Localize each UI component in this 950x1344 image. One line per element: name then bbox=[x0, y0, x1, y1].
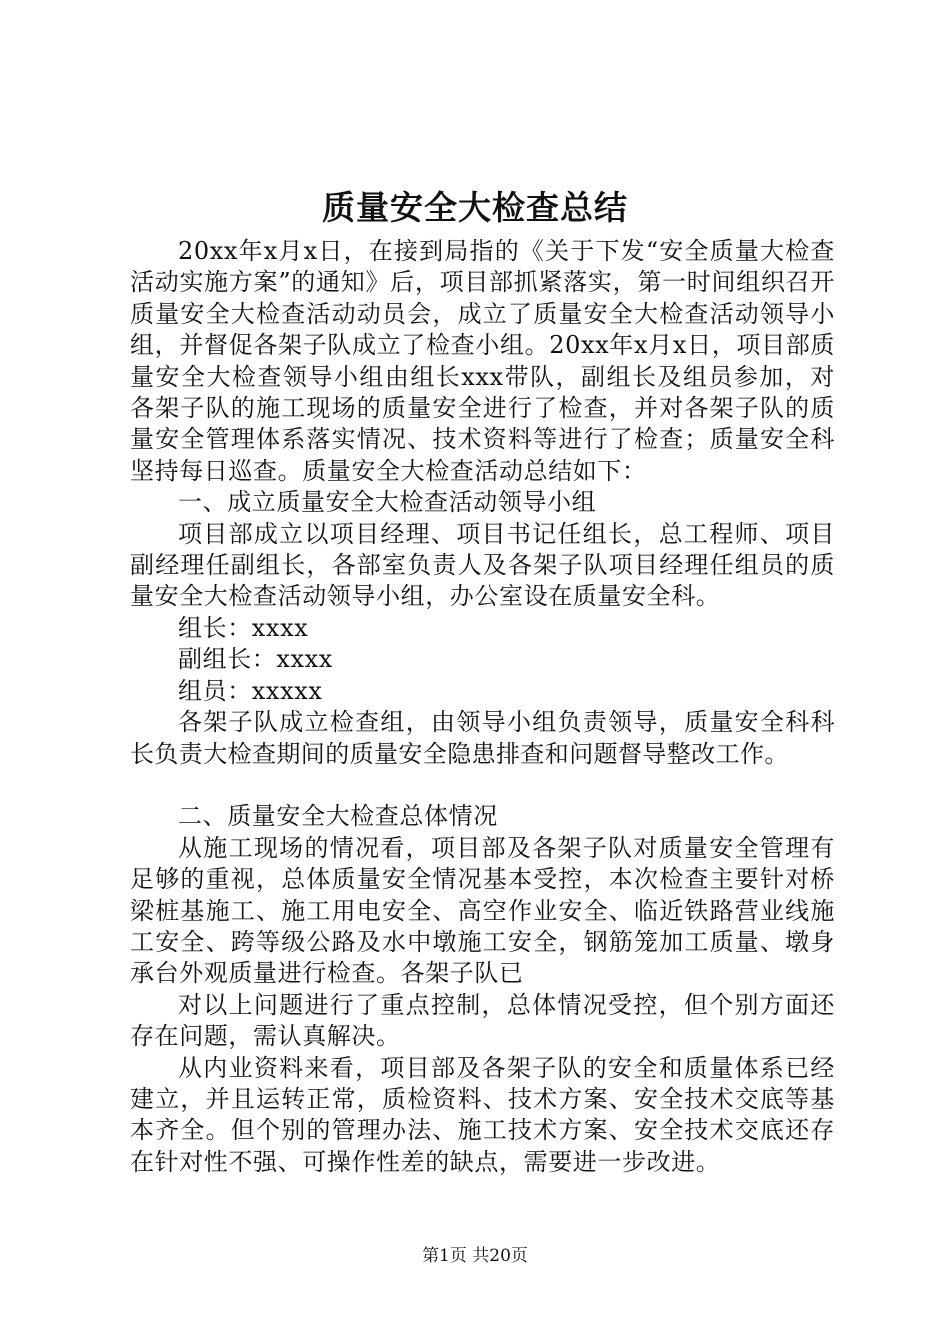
paragraph-spacer bbox=[130, 770, 835, 801]
section-heading-1: 一、成立质量安全大检查活动领导小组 bbox=[178, 488, 597, 517]
control-paragraph: 对以上问题进行了重点控制，总体情况受控，但个别方面还存在问题，需认真解决。 bbox=[130, 990, 835, 1051]
page-footer: 第1页 共20页 bbox=[422, 1246, 528, 1266]
site-situation-paragraph: 从施工现场的情况看，项目部及各架子队对质量安全管理有足够的重视，总体质量安全情况基本受控，本次检查主要针对桥梁桩基施工、施工用电安全、高空作业安全、临近铁路营业线施工安全、跨等级公路及水中墩施工安全，钢筋笼加工质量、墩身承台外观质量进行检查。各架子队已 bbox=[130, 833, 835, 988]
deputy-leader-line: 副组长：xxxx bbox=[178, 645, 333, 674]
document-title: 质量安全大检查总结 bbox=[322, 188, 628, 227]
section-heading-2: 二、质量安全大检查总体情况 bbox=[178, 802, 498, 831]
leadership-paragraph: 项目部成立以项目经理、项目书记任组长，总工程师、项目副经理任副组长，各部室负责人及各架子队项目经理任组员的质量安全大检查活动领导小组，办公室设在质量安全科。 bbox=[130, 519, 835, 611]
internal-data-paragraph: 从内业资料来看，项目部及各架子队的安全和质量体系已经建立，并且运转正常，质检资料、技术方案、安全技术交底等基本齐全。但个别的管理办法、施工技术方案、安全技术交底还存在针对性不强、可操作性差的缺点，需要进一步改进。 bbox=[130, 1053, 835, 1176]
inspection-group-paragraph: 各架子队成立检查组，由领导小组负责领导，质量安全科科长负责大检查期间的质量安全隐患排查和问题督导整改工作。 bbox=[130, 708, 835, 768]
members-line: 组员：xxxxx bbox=[178, 676, 323, 705]
leader-line: 组长：xxxx bbox=[178, 613, 309, 642]
document-body bbox=[130, 236, 835, 1178]
intro-paragraph: 20xx年x月x日，在接到局指的《关于下发“安全质量大检查活动实施方案”的通知》后，项目部抓紧落实，第一时间组织召开质量安全大检查活动动员会，成立了质量安全大检查活动领导小组，并督促各架子队成立了检查小组。20xx年x月x日，项目部质量安全大检查领导小组由组长xxx带队，副组长及组员参加，对各架子队的施工现场的质量安全进行了检查，并对各架子队的质量安全管理体系落实情况、技术资料等进行了检查；质量安全科坚持每日巡查。质量安全大检查活动总结如下： bbox=[130, 237, 835, 485]
